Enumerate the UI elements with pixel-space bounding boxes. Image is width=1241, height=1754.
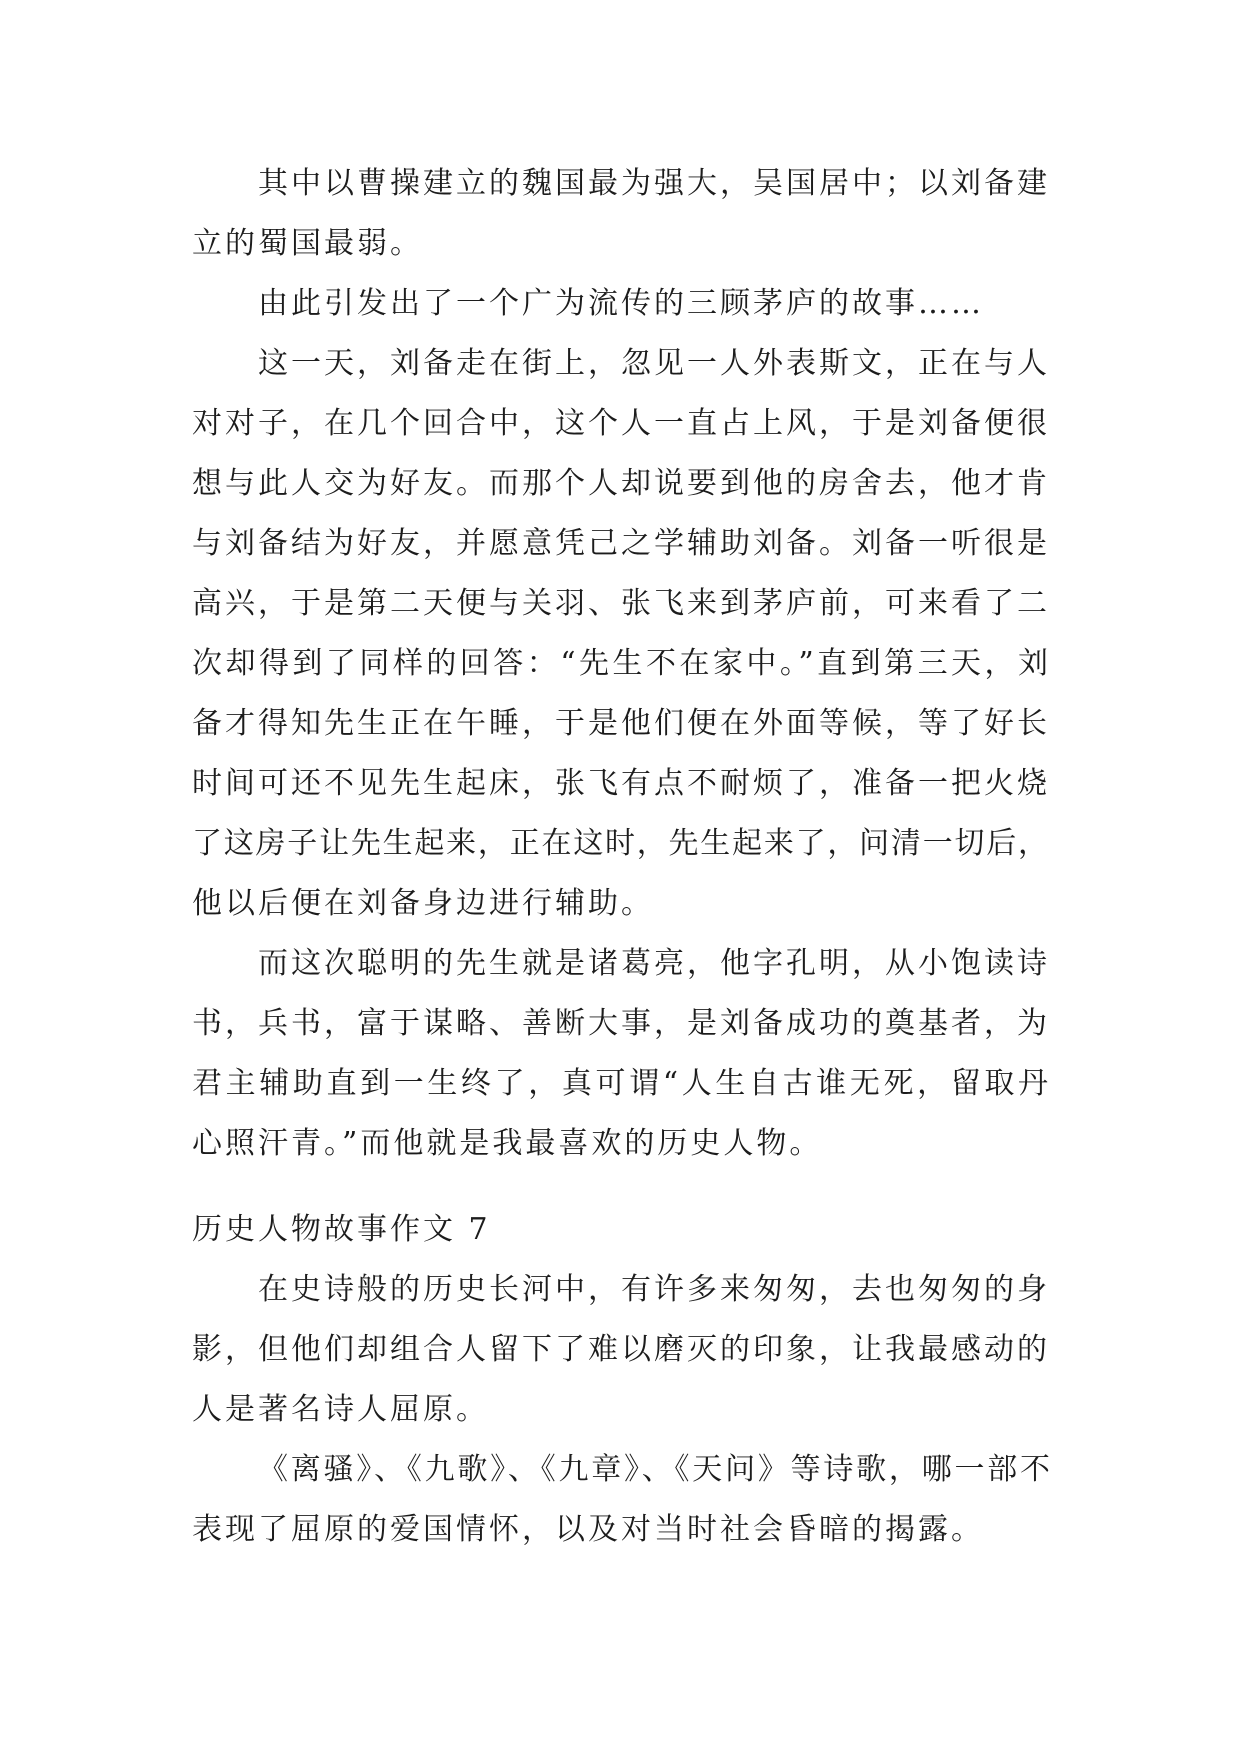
text-line: 对对子，在几个回合中，这个人一直占上风，于是刘备便很 <box>192 406 1049 441</box>
text-line: 备才得知先生正在午睡，于是他们便在外面等候，等了好长 <box>192 706 1049 741</box>
text-line: 想与此人交为好友。而那个人却说要到他的房舍去，他才肯 <box>192 466 1049 501</box>
text-line: 由此引发出了一个广为流传的三顾茅庐的故事…… <box>258 286 984 321</box>
paragraph <box>192 1440 1049 1560</box>
paragraph <box>192 154 1049 274</box>
text-line: 表现了屈原的爱国情怀，以及对当时社会昏暗的揭露。 <box>192 1512 984 1547</box>
text-line: 与刘备结为好友，并愿意凭己之学辅助刘备。刘备一听很是 <box>192 526 1049 561</box>
text-line: 人是著名诗人屈原。 <box>192 1392 489 1427</box>
text-line: 这一天，刘备走在街上，忽见一人外表斯文，正在与人 <box>258 346 1049 381</box>
text-line: 在史诗般的历史长河中，有许多来匆匆，去也匆匆的身 <box>258 1272 1049 1307</box>
document-body <box>192 154 1049 1560</box>
text-line: 而这次聪明的先生就是诸葛亮，他字孔明，从小饱读诗 <box>258 946 1049 981</box>
text-line: 立的蜀国最弱。 <box>192 226 423 261</box>
paragraph <box>192 274 1049 334</box>
text-line: 时间可还不见先生起床，张飞有点不耐烦了，准备一把火烧 <box>192 766 1049 801</box>
paragraph <box>192 1260 1049 1440</box>
text-line: 了这房子让先生起来，正在这时，先生起来了，问清一切后， <box>192 826 1049 861</box>
text-line: 影，但他们却组合人留下了难以磨灭的印象，让我最感动的 <box>192 1332 1049 1367</box>
text-line: 心照汗青。”而他就是我最喜欢的历史人物。 <box>192 1126 823 1161</box>
paragraph <box>192 334 1049 934</box>
text-line: 其中以曹操建立的魏国最为强大，吴国居中；以刘备建 <box>258 166 1049 201</box>
text-line: 高兴，于是第二天便与关羽、张飞来到茅庐前，可来看了二 <box>192 586 1049 621</box>
section-heading: 历史人物故事作文 7 <box>192 1212 491 1247</box>
text-line: 他以后便在刘备身边进行辅助。 <box>192 886 654 921</box>
paragraph <box>192 934 1049 1174</box>
text-line: 《离骚》、《九歌》、《九章》、《天问》等诗歌，哪一部不 <box>258 1452 1049 1487</box>
text-line: 书，兵书，富于谋略、善断大事，是刘备成功的奠基者，为 <box>192 1006 1049 1041</box>
text-line: 君主辅助直到一生终了，真可谓“人生自古谁无死，留取丹 <box>192 1066 1049 1101</box>
text-line: 次却得到了同样的回答：“先生不在家中。”直到第三天，刘 <box>192 646 1049 681</box>
